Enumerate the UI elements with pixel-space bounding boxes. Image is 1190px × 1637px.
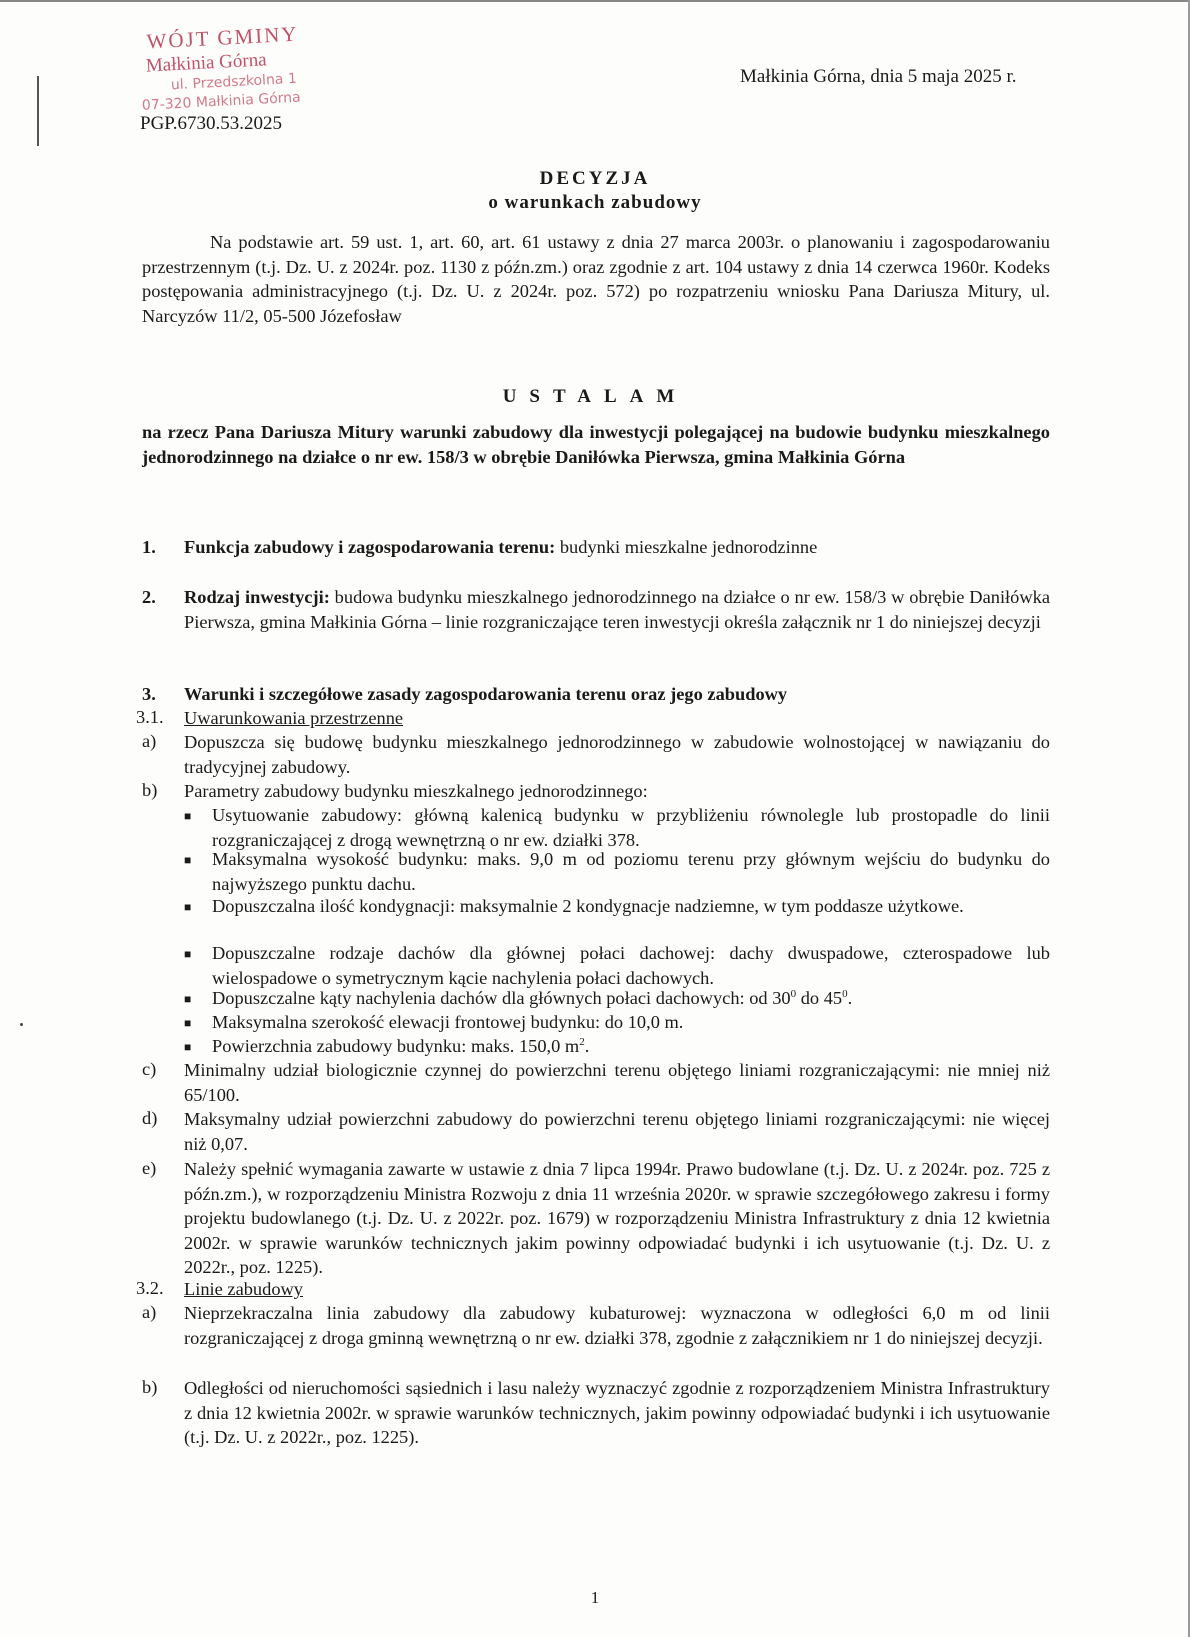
degree-sup: 0 [842,987,848,1000]
bullet-icon: ■ [184,1016,192,1030]
bullet-item-5 [212,986,1050,1011]
section-3-number: 3. [142,684,156,704]
stamp-line-3: ul. Przedszkolna 1 [170,70,298,94]
reference-number: PGP.6730.53.2025 [140,113,282,134]
bullet-item-3: Dopuszczalna ilość kondygnacji: maksymalnie 2 kondygnacje nadziemne, w tym poddasze użytkowe. [212,896,964,916]
bullet-5-end: . [847,988,853,1008]
bullet-item-1: Usytuowanie zabudowy: główną kalenicą budynku w przybliżeniu równolegle lub prostopadle do linii rozgraniczającej z drogą wewnętrzną o nr ew. działki 378. [212,805,1050,850]
stamp-line-4: 07-320 Małkinia Górna [141,89,302,114]
degree-sup: 0 [790,987,797,1000]
section-2-text: budowa budynku mieszkalnego jednorodzinnego na działce o nr ew. 158/3 w obrębie Daniłówka Pierwsza, gmina Małkinia Górna – linie rozgraniczające teren inwestycji określa załącznik nr 1 do niniejszej decyzji [184,587,1050,632]
stamp-line-1: WÓJT GMINY [145,21,300,54]
bullet-7-end: . [584,1036,590,1056]
section-2 [184,585,1050,634]
document-date: Małkinia Górna, dnia 5 maja 2025 r. [740,66,1017,87]
bullet-icon: ■ [184,1040,192,1054]
subsection-3-2-label: Linie zabudowy [184,1279,303,1299]
subsection-3-1-number: 3.1. [136,707,164,727]
section-1-text: budynki mieszkalne jednorodzinne [555,537,818,557]
subsection-3-2-number: 3.2. [136,1278,164,1298]
section-2-label: Rodzaj inwestycji: [184,587,330,607]
bullet-item-2: Maksymalna wysokość budynku: maks. 9,0 m od poziomu terenu przy głównym wejściu do budynku do najwyższego punktu dachu. [212,849,1050,894]
item-a2-label: a) [142,1302,157,1322]
top-border [0,0,1190,2]
bullet-icon: ■ [184,809,192,823]
bullet-icon: ■ [184,992,192,1006]
square-sup: 2 [579,1035,585,1048]
item-b: Parametry zabudowy budynku mieszkalnego jednorodzinnego: [184,781,648,801]
section-1-label: Funkcja zabudowy i zagospodarowania terenu: [184,537,556,557]
item-d: Maksymalny udział powierzchni zabudowy do powierzchni terenu objętego liniami rozgraniczającymi: nie więcej niż 0,07. [184,1109,1050,1154]
item-e-label: e) [142,1158,157,1178]
scan-dot [20,1023,23,1026]
item-e: Należy spełnić wymagania zawarte w ustawie z dnia 7 lipca 1994r. Prawo budowlane (t.j. Dz. U. z 2024r. poz. 725 z późn.zm.), w rozporządzeniu Ministra Rozwoju z dnia 11 września 2020r. w sprawie szczegółowego zakresu i formy projektu budowlanego (t.j. Dz. U. z 2022r. poz. 1679) w rozporządzeniu Ministra Infrastruktury z dnia 12 kwietnia 2002r. w sprawie warunków technicznych jakim powinny odpowiadać budynki i ich usytuowanie (t.j. Dz. U. z 2022r., poz. 1225). [184,1159,1050,1277]
section-2-number: 2. [142,587,156,607]
bullet-7-text: Powierzchnia zabudowy budynku: maks. 150,0 m [212,1036,580,1056]
decision-paragraph: na rzecz Pana Dariusza Mitury warunki zabudowy dla inwestycji polegającej na budowie budynku mieszkalnego jednorodzinnego na działce o nr ew. 158/3 w obrębie Daniłówka Pierwsza, gmina Małkinia Górna [142,422,1050,467]
document-title: DECYZJA [539,168,651,189]
section-1 [184,535,1050,560]
item-b-label: b) [142,780,158,800]
item-c-label: c) [142,1059,157,1079]
item-a2: Nieprzekraczalna linia zabudowy dla zabudowy kubaturowej: wyznaczona w odległości 6,0 m od linii rozgraniczającej z droga gminną wewnętrzną o nr ew. działki 378, zgodnie z załącznikiem nr 1 do niniejszej decyzji. [184,1303,1050,1348]
bullet-5-text: Dopuszczalne kąty nachylenia dachów dla głównych połaci dachowych: od 30 [212,988,791,1008]
stamp-line-2: Małkinia Górna [145,49,268,77]
bullet-icon: ■ [184,853,192,867]
document-subtitle: o warunkach zabudowy [488,192,702,213]
item-c: Minimalny udział biologicznie czynnej do powierzchni terenu objętego liniami rozgraniczającymi: nie mniej niż 65/100. [184,1060,1050,1105]
section-3-label: Warunki i szczegółowe zasady zagospodarowania terenu oraz jego zabudowy [184,684,788,704]
section-1-number: 1. [142,537,156,557]
bullet-item-4: Dopuszczalne rodzaje dachów dla głównej połaci dachowej: dachy dwuspadowe, czterospadowe lub wielospadowe o symetrycznym kącie nachylenia połaci dachowych. [212,943,1050,988]
bullet-5-mid: do 45 [796,988,843,1008]
bullet-icon: ■ [184,947,192,961]
scan-mark [37,76,39,146]
item-a: Dopuszcza się budowę budynku mieszkalnego jednorodzinnego w zabudowie wolnostojącej w nawiązaniu do tradycyjnej zabudowy. [184,732,1050,777]
item-b2: Odległości od nieruchomości sąsiednich i lasu należy wyznaczyć zgodnie z rozporządzeniem Ministra Infrastruktury z dnia 12 kwietnia 2002r. w sprawie warunków technicznych, jakim powinny odpowiadać budynki i ich usytuowanie (t.j. Dz. U. z 2022r., poz. 1225). [184,1378,1050,1447]
item-b2-label: b) [142,1377,158,1397]
page-number: 1 [590,1588,600,1607]
item-a-label: a) [142,731,157,751]
bullet-item-7 [212,1034,1050,1059]
item-d-label: d) [142,1108,158,1128]
legal-basis-paragraph: Na podstawie art. 59 ust. 1, art. 60, art. 61 ustawy z dnia 27 marca 2003r. o planowaniu i zagospodarowaniu przestrzennym (t.j. Dz. U. z 2024r. poz. 1130 z późn.zm.) oraz zgodnie z art. 104 ustawy z dnia 14 czerwca 1960r. Kodeks postępowania administracyjnego (t.j. Dz. U. z 2024r. poz. 572) po rozpatrzeniu wniosku Pana Dariusza Mitury, ul. Narcyzów 11/2, 05-500 Józefosław [142,232,1050,326]
bullet-icon: ■ [184,900,192,914]
bullet-item-6: Maksymalna szerokość elewacji frontowej budynku: do 10,0 m. [212,1012,684,1032]
subsection-3-1-label: Uwarunkowania przestrzenne [184,708,404,728]
ustalam-heading: USTALAM [502,386,688,407]
